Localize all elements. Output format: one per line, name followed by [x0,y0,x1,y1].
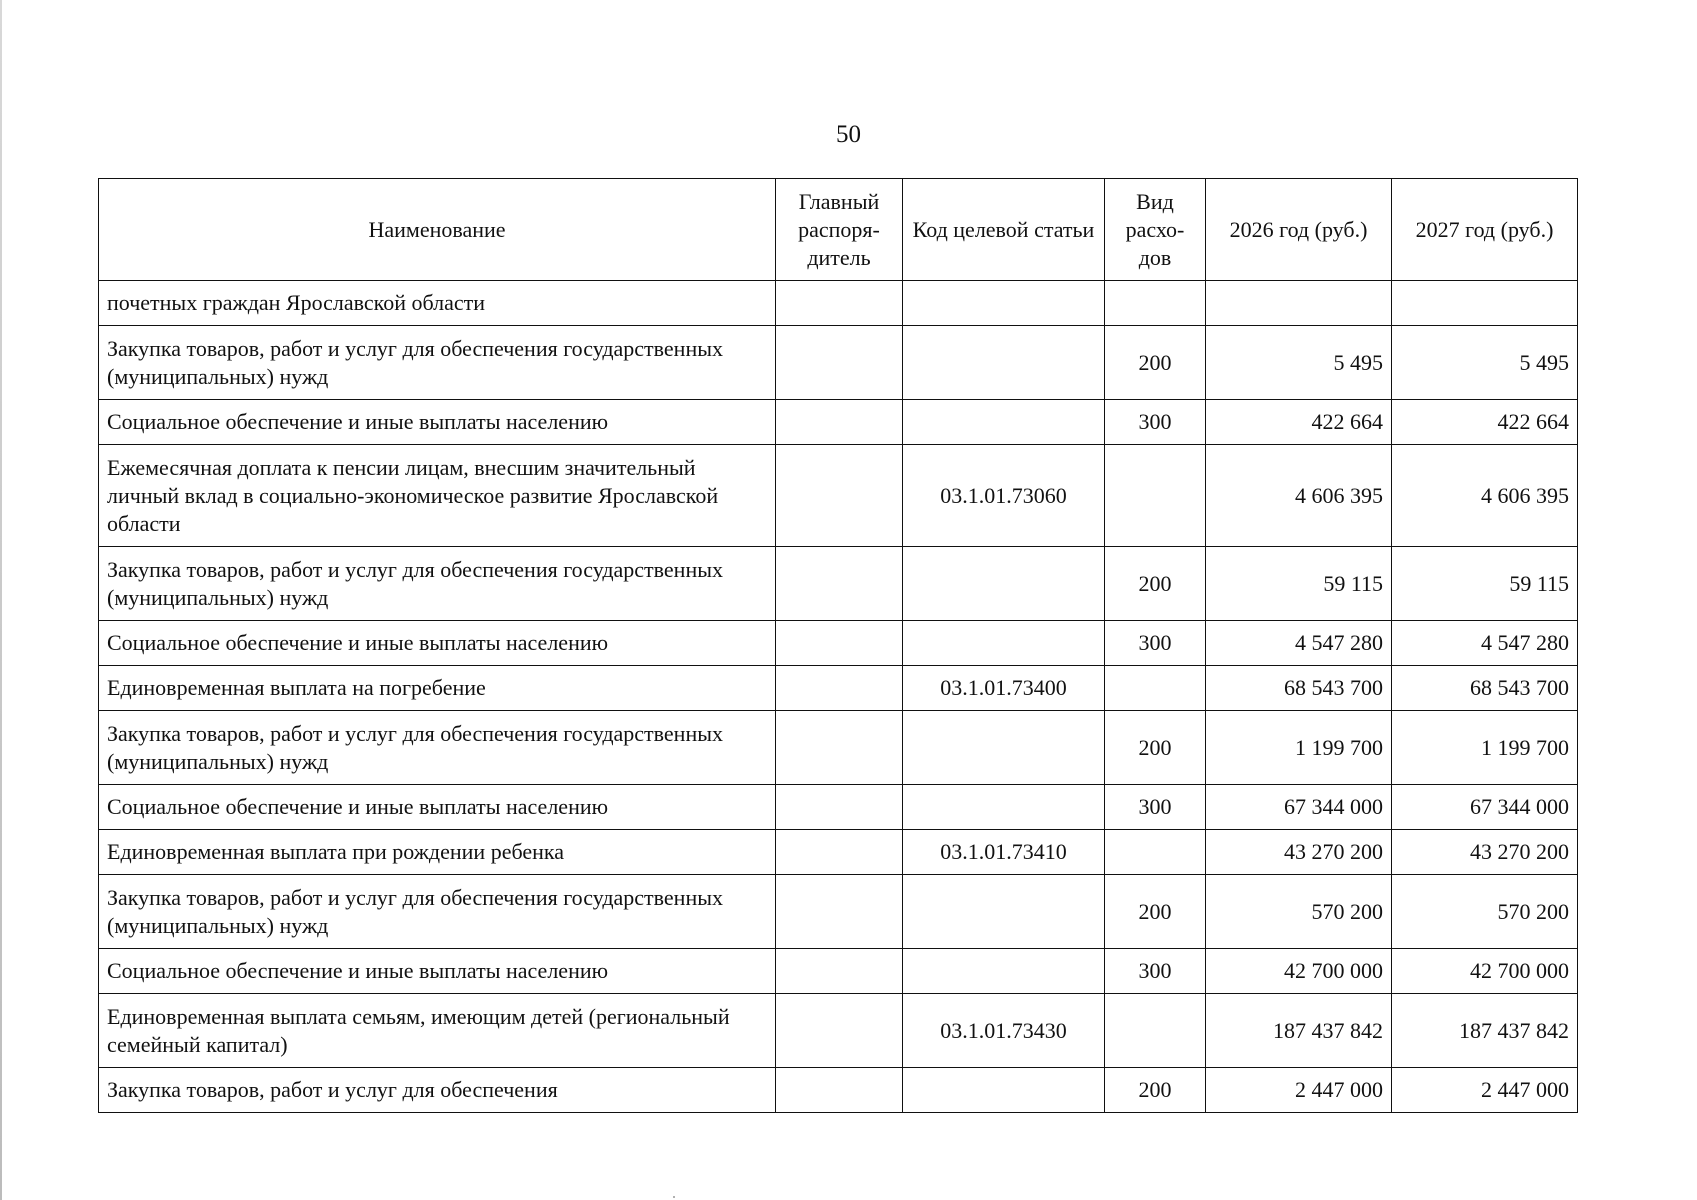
cell-2027: 59 115 [1392,547,1578,621]
cell-name: Социальное обеспечение и иные выплаты населению [99,785,776,830]
cell-manager [776,1068,903,1113]
table-row [99,621,1578,666]
table-row [99,830,1578,875]
cell-2027: 2 447 000 [1392,1068,1578,1113]
cell-code: 03.1.01.73410 [903,830,1105,875]
cell-2026: 42 700 000 [1206,949,1392,994]
cell-2027: 4 547 280 [1392,621,1578,666]
cell-name: почетных граждан Ярославской области [99,281,776,326]
cell-name: Единовременная выплата на погребение [99,666,776,711]
cell-name: Социальное обеспечение и иные выплаты населению [99,400,776,445]
table-row [99,785,1578,830]
cell-manager [776,875,903,949]
cell-manager [776,666,903,711]
cell-code [903,711,1105,785]
cell-name: Закупка товаров, работ и услуг для обеспечения государственных (муниципальных) нужд [99,547,776,621]
cell-2026: 67 344 000 [1206,785,1392,830]
cell-2026: 422 664 [1206,400,1392,445]
header-year-2027: 2027 год (руб.) [1392,179,1578,281]
cell-2027: 1 199 700 [1392,711,1578,785]
table-row [99,1068,1578,1113]
cell-manager [776,830,903,875]
cell-type [1105,994,1206,1068]
cell-name: Единовременная выплата при рождении ребенка [99,830,776,875]
cell-name: Закупка товаров, работ и услуг для обеспечения государственных (муниципальных) нужд [99,326,776,400]
cell-type: 200 [1105,875,1206,949]
scan-edge-shadow [0,0,2,1200]
cell-2027: 4 606 395 [1392,445,1578,547]
cell-name: Единовременная выплата семьям, имеющим детей (региональный семейный капитал) [99,994,776,1068]
cell-type: 300 [1105,400,1206,445]
budget-table [98,178,1578,1113]
cell-manager [776,949,903,994]
table-row [99,281,1578,326]
cell-manager [776,445,903,547]
cell-name: Социальное обеспечение и иные выплаты населению [99,949,776,994]
cell-manager [776,281,903,326]
cell-name: Закупка товаров, работ и услуг для обеспечения государственных (муниципальных) нужд [99,875,776,949]
cell-name: Социальное обеспечение и иные выплаты населению [99,621,776,666]
cell-manager [776,400,903,445]
cell-code [903,1068,1105,1113]
cell-manager [776,621,903,666]
table-row [99,445,1578,547]
cell-type: 300 [1105,785,1206,830]
cell-2027: 422 664 [1392,400,1578,445]
table-header-row [99,179,1578,281]
table-row [99,994,1578,1068]
cell-type: 200 [1105,547,1206,621]
cell-2027: 43 270 200 [1392,830,1578,875]
cell-type [1105,281,1206,326]
cell-manager [776,711,903,785]
cell-manager [776,994,903,1068]
cell-2026: 43 270 200 [1206,830,1392,875]
cell-type: 200 [1105,326,1206,400]
cell-2026: 1 199 700 [1206,711,1392,785]
cell-name: Ежемесячная доплата к пенсии лицам, внесшим значительный личный вклад в социально-экономическое развитие Ярославской области [99,445,776,547]
header-type: Вид расхо-дов [1105,179,1206,281]
cell-code [903,281,1105,326]
cell-type: 200 [1105,711,1206,785]
table-row [99,875,1578,949]
table-row [99,326,1578,400]
cell-2026: 187 437 842 [1206,994,1392,1068]
cell-2027: 5 495 [1392,326,1578,400]
cell-2026 [1206,281,1392,326]
header-year-2026: 2026 год (руб.) [1206,179,1392,281]
cell-2026: 570 200 [1206,875,1392,949]
cell-code [903,326,1105,400]
cell-code [903,785,1105,830]
cell-code: 03.1.01.73060 [903,445,1105,547]
cell-2027: 67 344 000 [1392,785,1578,830]
cell-type: 300 [1105,621,1206,666]
cell-manager [776,547,903,621]
cell-2026: 2 447 000 [1206,1068,1392,1113]
cell-2026: 68 543 700 [1206,666,1392,711]
cell-type [1105,666,1206,711]
cell-code [903,949,1105,994]
cell-type [1105,830,1206,875]
cell-2027: 42 700 000 [1392,949,1578,994]
table-row [99,547,1578,621]
table-row [99,711,1578,785]
cell-name: Закупка товаров, работ и услуг для обеспечения государственных (муниципальных) нужд [99,711,776,785]
page-number: 50 [836,121,861,148]
cell-manager [776,326,903,400]
cell-2027 [1392,281,1578,326]
cell-type [1105,445,1206,547]
cell-2026: 4 606 395 [1206,445,1392,547]
cell-manager [776,785,903,830]
cell-type: 200 [1105,1068,1206,1113]
cell-code [903,875,1105,949]
cell-2026: 5 495 [1206,326,1392,400]
cell-code [903,400,1105,445]
header-manager: Главный распоря-дитель [776,179,903,281]
cell-2026: 59 115 [1206,547,1392,621]
header-code: Код целевой статьи [903,179,1105,281]
cell-code: 03.1.01.73400 [903,666,1105,711]
cell-2026: 4 547 280 [1206,621,1392,666]
table-row [99,666,1578,711]
cell-name: Закупка товаров, работ и услуг для обеспечения [99,1068,776,1113]
cell-2027: 68 543 700 [1392,666,1578,711]
cell-code [903,621,1105,666]
scan-speck [673,1196,675,1198]
table-row [99,949,1578,994]
cell-2027: 187 437 842 [1392,994,1578,1068]
cell-type: 300 [1105,949,1206,994]
cell-code [903,547,1105,621]
table-row [99,400,1578,445]
cell-2027: 570 200 [1392,875,1578,949]
cell-code: 03.1.01.73430 [903,994,1105,1068]
header-name: Наименование [99,179,776,281]
